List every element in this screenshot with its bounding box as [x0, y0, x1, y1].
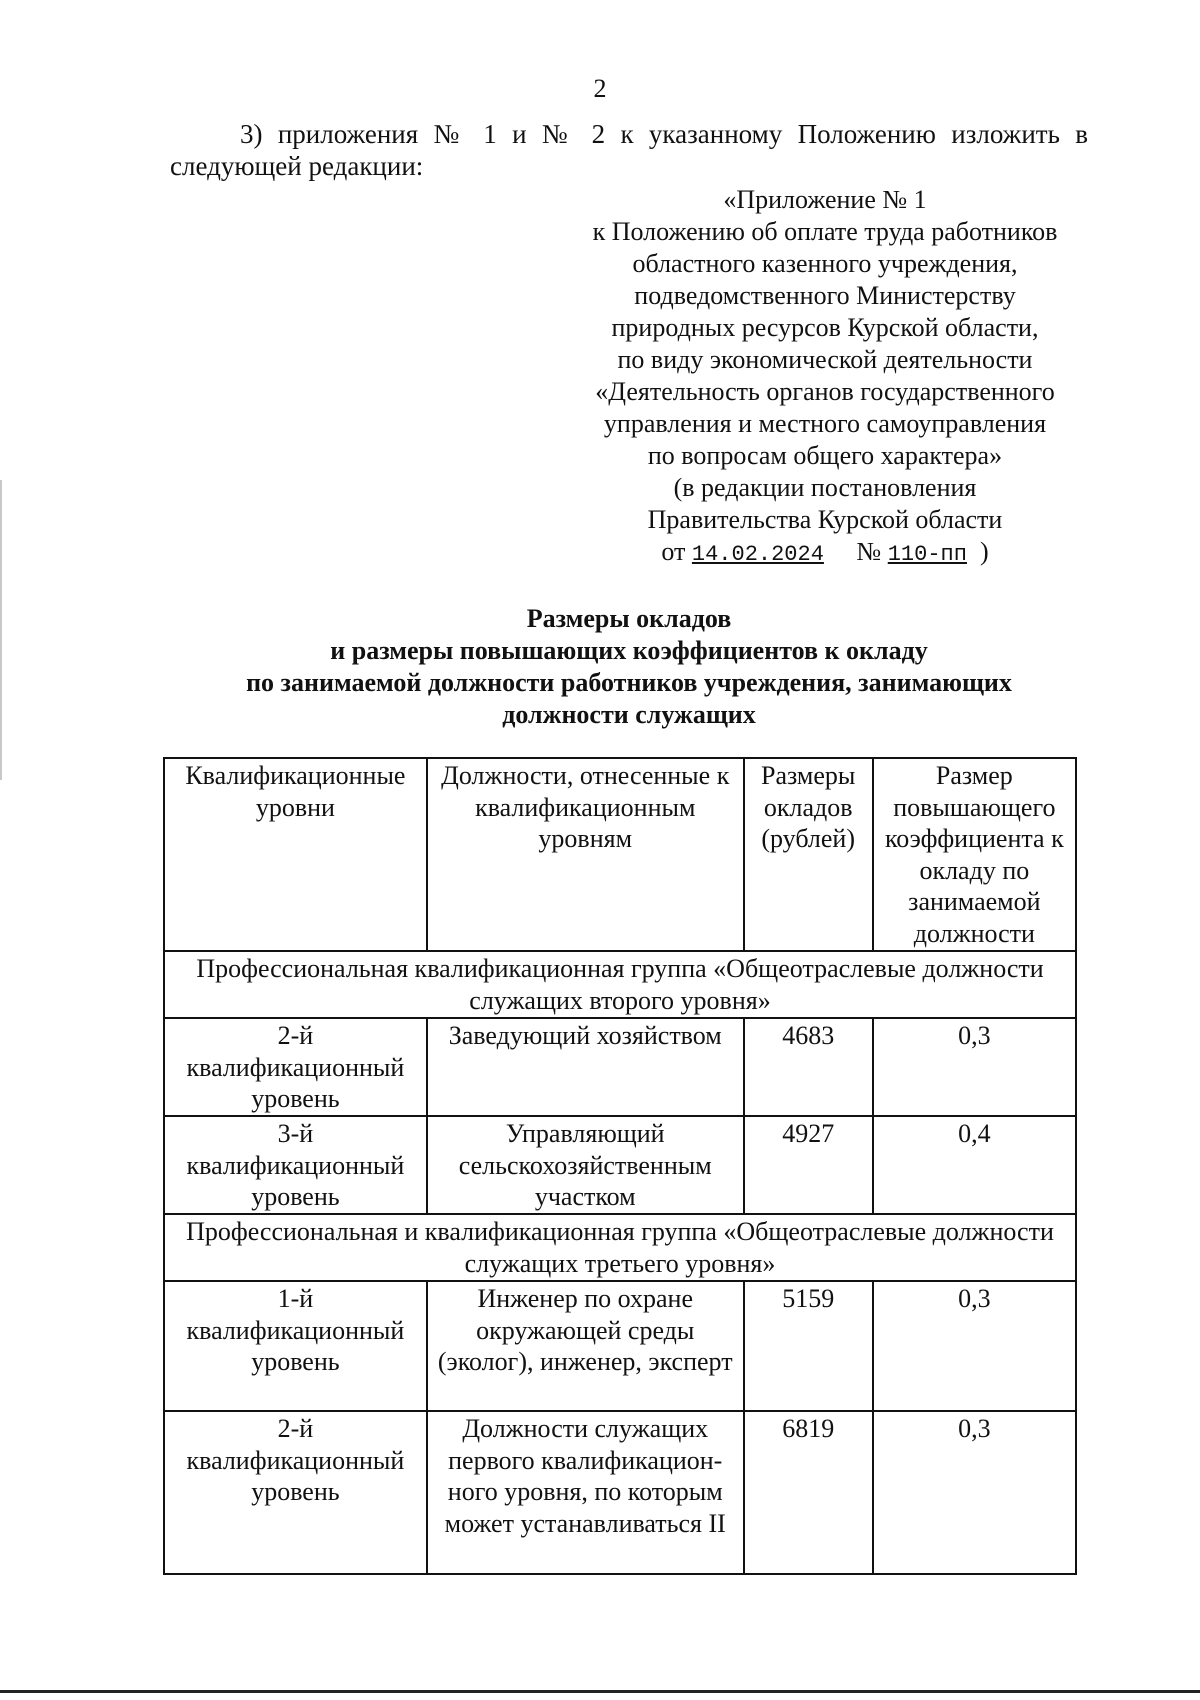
- appendix-line: «Деятельность органов государственного: [595, 377, 1055, 406]
- cell-coefficient: 0,4: [873, 1116, 1076, 1214]
- table-title: [170, 603, 1088, 731]
- header-positions: Должности, отнесенные к квалификационным уровням: [427, 758, 744, 951]
- cell-coefficient: 0,3: [873, 1018, 1076, 1116]
- cell-level: 3-й квалификационный уровень: [164, 1116, 427, 1214]
- document-date: 14.02.2024: [691, 542, 824, 567]
- appendix-line: по вопросам общего характера»: [647, 441, 1003, 470]
- cell-coefficient: 0,3: [873, 1411, 1076, 1574]
- title-line: по занимаемой должности работников учреждения, занимающих: [246, 668, 1012, 697]
- cell-position: Инженер по охране окружающей среды (эколог), инженер, эксперт: [427, 1281, 744, 1411]
- group-row: [164, 951, 1076, 1018]
- appendix-line: природных ресурсов Курской области,: [611, 313, 1039, 342]
- document-number: 110-пп: [887, 542, 967, 567]
- cell-salary: 4927: [744, 1116, 873, 1214]
- appendix-date-line: [560, 536, 1090, 571]
- closing-paren: ): [979, 537, 989, 566]
- table-row: [164, 1018, 1076, 1116]
- salary-table: [163, 757, 1077, 1575]
- header-salary: Размеры окладов (рублей): [744, 758, 873, 951]
- intro-paragraph: [170, 118, 1088, 182]
- intro-line-2: следующей редакции:: [170, 151, 424, 181]
- table-row: [164, 1116, 1076, 1214]
- title-line: и размеры повышающих коэффициентов к окладу: [330, 636, 928, 665]
- cell-salary: 6819: [744, 1411, 873, 1574]
- cell-salary: 4683: [744, 1018, 873, 1116]
- scan-bottom-edge: [0, 1690, 1200, 1693]
- date-prefix: от: [661, 537, 686, 566]
- cell-salary: 5159: [744, 1281, 873, 1411]
- group-row: [164, 1214, 1076, 1281]
- group-title: Профессиональная квалификационная группа «Общеотраслевые должности служащих второго уровня»: [164, 951, 1076, 1018]
- cell-position: Заведующий хозяйством: [427, 1018, 744, 1116]
- intro-line-1: 3) приложения № 1 и № 2 к указанному Положению изложить в: [240, 119, 1088, 149]
- appendix-line: к Положению об оплате труда работников: [592, 217, 1058, 246]
- appendix-line: «Приложение № 1: [723, 185, 927, 214]
- appendix-line: управления и местного самоуправления: [603, 409, 1047, 438]
- table-header-row: [164, 758, 1076, 951]
- appendix-line: областного казенного учреждения,: [632, 249, 1018, 278]
- cell-coefficient: 0,3: [873, 1281, 1076, 1411]
- header-levels: Квалификационные уровни: [164, 758, 427, 951]
- group-title: Профессиональная и квалификационная группа «Общеотраслевые должности служащих третьего уровня»: [164, 1214, 1076, 1281]
- table-row: [164, 1281, 1076, 1411]
- appendix-line: Правительства Курской области: [647, 505, 1003, 534]
- cell-position: Должности служащих первого квалификацион-ного уровня, по которым может устанавливаться II: [427, 1411, 744, 1574]
- appendix-line: (в редакции постановления: [673, 473, 977, 502]
- appendix-line: подведомственного Министерству: [634, 281, 1016, 310]
- scan-edge-mark: [0, 480, 2, 780]
- cell-level: 1-й квалификационный уровень: [164, 1281, 427, 1411]
- cell-level: 2-й квалификационный уровень: [164, 1018, 427, 1116]
- title-line: Размеры окладов: [526, 604, 732, 633]
- appendix-header: [560, 184, 1090, 571]
- header-coefficient: Размер повышающего коэффициента к окладу по занимаемой должности: [873, 758, 1076, 951]
- number-prefix: №: [856, 537, 882, 566]
- page-number: 2: [593, 74, 607, 103]
- title-line: должности служащих: [502, 700, 756, 729]
- table-row: [164, 1411, 1076, 1574]
- cell-level: 2-й квалификационный уровень: [164, 1411, 427, 1574]
- appendix-line: по виду экономической деятельности: [617, 345, 1033, 374]
- cell-position: Управляющий сельскохозяйственным участком: [427, 1116, 744, 1214]
